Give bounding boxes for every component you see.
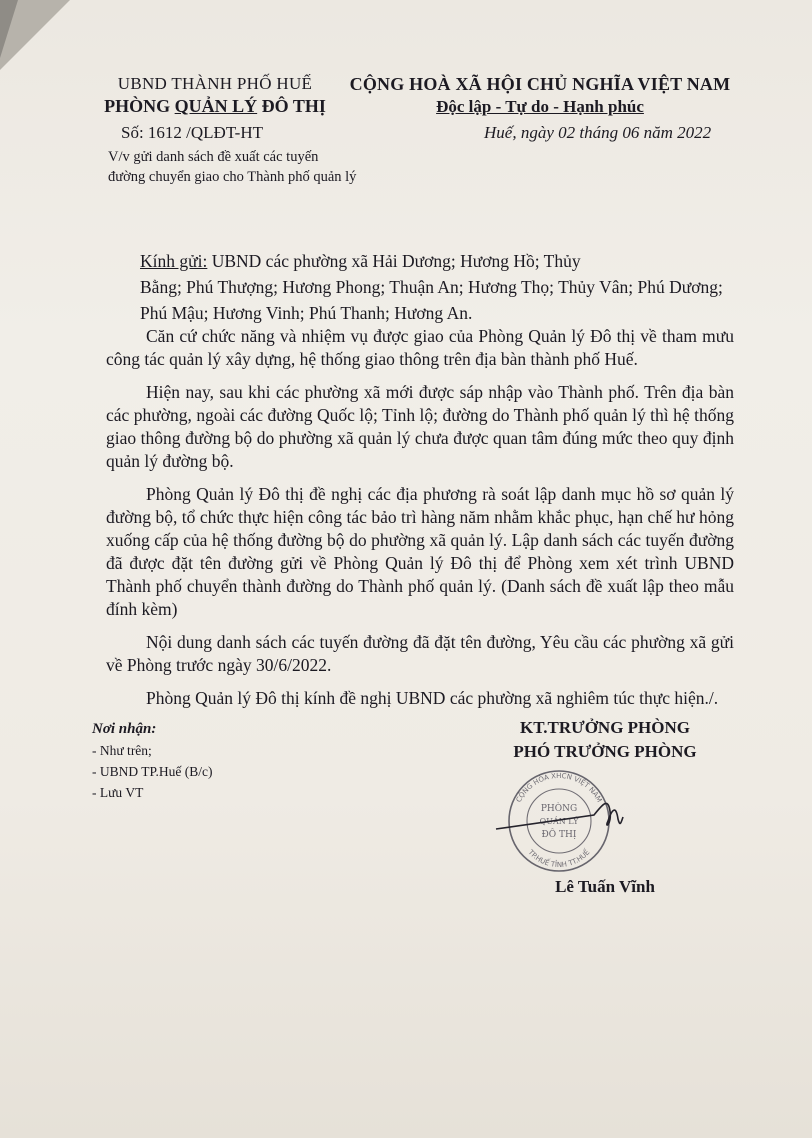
national-header <box>340 74 740 117</box>
distribution-item: - Như trên; <box>92 743 152 758</box>
signature-titles <box>470 716 740 764</box>
body-paragraph: Hiện nay, sau khi các phường xã mới được sáp nhập vào Thành phố. Trên địa bàn các phường, ngoài các đường Quốc lộ; Tỉnh lộ; đường do Thành phố quản lý thì hệ thống giao thông đường bộ do phường xã quản lý chưa được quan tâm đúng mức theo quy định quản lý đường bộ. <box>106 382 734 471</box>
motto: Độc lập - Tự do - Hạnh phúc <box>436 97 644 116</box>
seal-ring-top: CỘNG HÒA XHCN VIỆT NAM <box>514 771 604 804</box>
official-seal-icon <box>494 765 624 875</box>
recipient-line <box>140 248 740 326</box>
body-paragraph: Phòng Quản lý Đô thị kính đề nghị UBND các phường xã nghiêm túc thực hiện./. <box>146 688 719 708</box>
body-paragraph: Phòng Quản lý Đô thị đề nghị các địa phương rà soát lập danh mục hồ sơ quản lý đường bộ, tổ chức thực hiện công tác bảo trì hàng năm nhằm khắc phục, hạn chế hư hỏng xuống cấp của hệ thống đường bộ do phường xã quản lý. Lập danh sách các tuyến đường đã được đặt tên đường gửi về Phòng Quản lý Đô thị để Phòng xem xét trình UBND Thành phố chuyển thành đường do Thành phố quản lý. (Danh sách đề xuất lập theo mẫu đính kèm) <box>106 484 734 619</box>
seal-line: ĐÔ THỊ <box>541 830 577 840</box>
signer-name: Lê Tuấn Vĩnh <box>555 877 655 896</box>
agency-header <box>80 74 350 117</box>
distribution-list <box>92 719 213 803</box>
agency-name: PHÒNG QUẢN LÝ ĐÔ THỊ <box>104 96 326 116</box>
distribution-item: - Lưu VT <box>92 785 144 800</box>
distribution-title: Nơi nhận: <box>92 721 157 737</box>
body-paragraph: Căn cứ chức năng và nhiệm vụ được giao của Phòng Quản lý Đô thị về tham mưu công tác quản lý xây dựng, hệ thống giao thông trên địa bàn thành phố Huế. <box>106 326 734 369</box>
svg-text:CỘNG HÒA XHCN VIỆT NAM <box>515 772 604 804</box>
agency-parent: UBND THÀNH PHỐ HUẾ <box>117 74 313 93</box>
document-subject: V/v gửi danh sách đề xuất các tuyến đường chuyển giao cho Thành phố quản lý <box>108 149 357 185</box>
distribution-item: - UBND TP.Huế (B/c) <box>92 764 213 779</box>
seal-ring-bottom: TP.HUẾ TỈNH TT.HUẾ <box>526 848 592 870</box>
seal-line: PHÒNG <box>540 804 578 814</box>
letter-body <box>106 325 734 710</box>
folded-corner-shadow <box>0 0 18 58</box>
seal-line: QUẢN LÝ <box>539 817 579 826</box>
signature-title-1: KT.TRƯỞNG PHÒNG <box>520 718 690 737</box>
nation-title: CỘNG HOÀ XÃ HỘI CHỦ NGHĨA VIỆT NAM <box>349 74 731 94</box>
document-date: Huế, ngày 02 tháng 06 năm 2022 <box>484 123 712 142</box>
body-paragraph: Nội dung danh sách các tuyến đường đã đặt tên đường, Yêu cầu các phường xã gửi về Phòng trước ngày 30/6/2022. <box>106 632 734 675</box>
recipient-label: Kính gửi: <box>140 251 208 271</box>
signature-title-2: PHÓ TRƯỞNG PHÒNG <box>513 742 697 761</box>
recipient-continuation: Bằng; Phú Thượng; Hương Phong; Thuận An; Hương Thọ; Thủy Vân; Phú Dương; Phú Mậu; Hương Vinh; Phú Thanh; Hương An. <box>140 277 723 323</box>
document-number: Số: 1612 /QLĐT-HT <box>121 123 263 142</box>
recipient-text: UBND các phường xã Hải Dương; Hương Hồ; Thủy <box>211 251 581 271</box>
